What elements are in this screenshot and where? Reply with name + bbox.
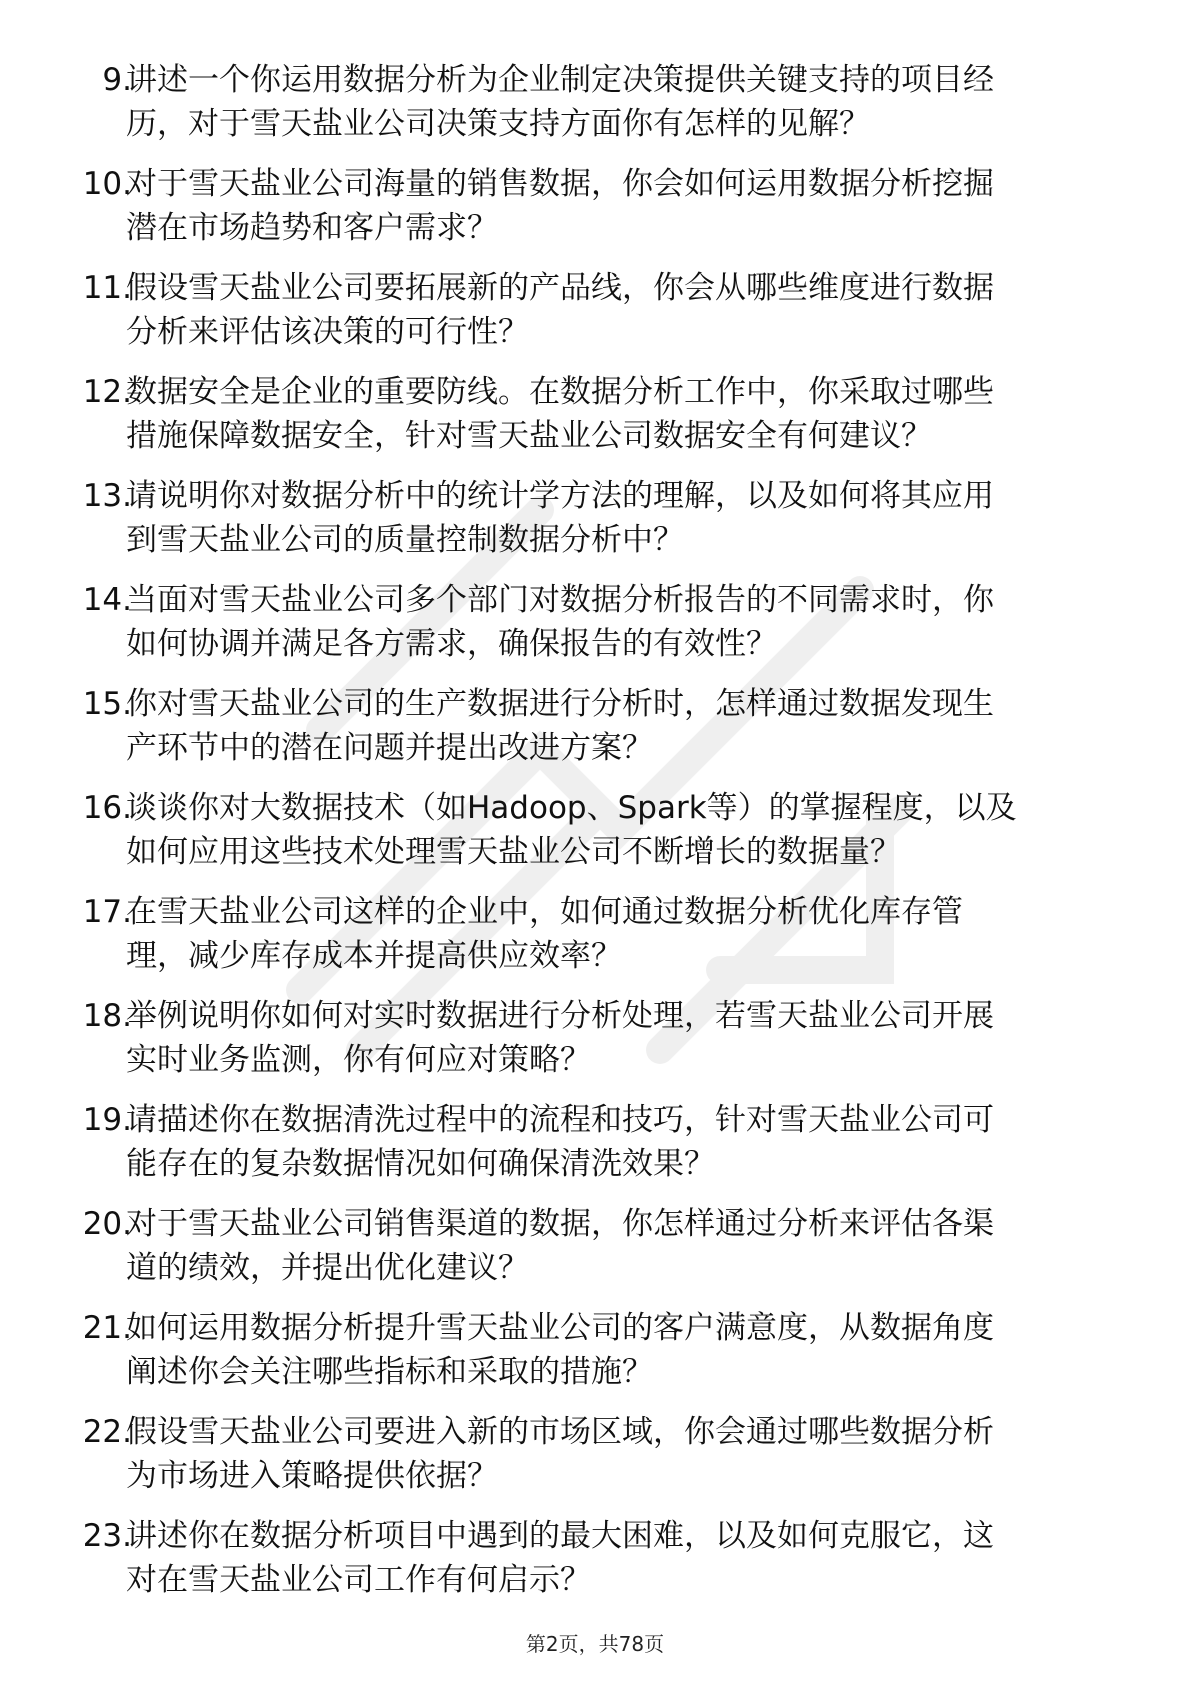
question-number: 22. xyxy=(82,1414,132,1450)
question-number: 19. xyxy=(82,1102,132,1138)
question-item xyxy=(0,890,1190,994)
question-number: 21. xyxy=(82,1310,132,1346)
question-number: 10. xyxy=(82,166,132,202)
question-text: 讲述一个你运用数据分析为企业制定决策提供关键支持的项目经 历，对于雪天盐业公司决策支持方面你有怎样的见解？ xyxy=(126,62,994,142)
question-text: 请描述你在数据清洗过程中的流程和技巧，针对雪天盐业公司可 能存在的复杂数据情况如何确保清洗效果？ xyxy=(126,1102,994,1182)
question-text: 假设雪天盐业公司要拓展新的产品线，你会从哪些维度进行数据 分析来评估该决策的可行性？ xyxy=(126,270,994,350)
question-text: 对于雪天盐业公司海量的销售数据，你会如何运用数据分析挖掘 潜在市场趋势和客户需求？ xyxy=(126,166,994,246)
question-number: 17. xyxy=(82,894,132,930)
question-item xyxy=(0,58,1190,162)
question-text: 数据安全是企业的重要防线。在数据分析工作中，你采取过哪些 措施保障数据安全，针对雪天盐业公司数据安全有何建议？ xyxy=(126,374,994,454)
question-number: 11. xyxy=(82,270,132,306)
question-number: 20. xyxy=(82,1206,132,1242)
question-text: 你对雪天盐业公司的生产数据进行分析时，怎样通过数据发现生 产环节中的潜在问题并提出改进方案？ xyxy=(126,686,994,766)
question-list xyxy=(0,58,1190,1618)
question-text: 请说明你对数据分析中的统计学方法的理解，以及如何将其应用 到雪天盐业公司的质量控制数据分析中？ xyxy=(126,478,994,558)
question-number: 12. xyxy=(82,374,132,410)
question-item xyxy=(0,162,1190,266)
question-number: 15. xyxy=(82,686,132,722)
question-text: 谈谈你对大数据技术（如Hadoop、Spark等）的掌握程度，以及 如何应用这些技术处理雪天盐业公司不断增长的数据量？ xyxy=(126,790,1017,870)
question-item xyxy=(0,474,1190,578)
question-item xyxy=(0,370,1190,474)
question-item xyxy=(0,682,1190,786)
question-number: 16. xyxy=(82,790,132,826)
question-number: 14. xyxy=(82,582,132,618)
question-number: 23. xyxy=(82,1518,132,1554)
question-item xyxy=(0,1202,1190,1306)
question-item xyxy=(0,1410,1190,1514)
question-number: 18. xyxy=(82,998,132,1034)
question-text: 举例说明你如何对实时数据进行分析处理，若雪天盐业公司开展 实时业务监测，你有何应对策略？ xyxy=(126,998,994,1078)
question-item xyxy=(0,266,1190,370)
question-item xyxy=(0,786,1190,890)
question-item xyxy=(0,994,1190,1098)
question-text: 当面对雪天盐业公司多个部门对数据分析报告的不同需求时，你 如何协调并满足各方需求，确保报告的有效性？ xyxy=(126,582,994,662)
question-item xyxy=(0,578,1190,682)
question-item xyxy=(0,1306,1190,1410)
question-item xyxy=(0,1098,1190,1202)
question-number: 13. xyxy=(82,478,132,514)
question-text: 在雪天盐业公司这样的企业中，如何通过数据分析优化库存管 理，减少库存成本并提高供应效率？ xyxy=(126,894,963,974)
question-text: 假设雪天盐业公司要进入新的市场区域，你会通过哪些数据分析 为市场进入策略提供依据？ xyxy=(126,1414,994,1494)
question-number: 9. xyxy=(102,62,132,98)
question-text: 对于雪天盐业公司销售渠道的数据，你怎样通过分析来评估各渠 道的绩效，并提出优化建议？ xyxy=(126,1206,994,1286)
page-footer: 第2页，共78页 xyxy=(525,1632,665,1656)
question-text: 讲述你在数据分析项目中遇到的最大困难，以及如何克服它，这 对在雪天盐业公司工作有何启示？ xyxy=(126,1518,994,1598)
question-item xyxy=(0,1514,1190,1618)
question-text: 如何运用数据分析提升雪天盐业公司的客户满意度，从数据角度 阐述你会关注哪些指标和采取的措施？ xyxy=(126,1310,994,1390)
